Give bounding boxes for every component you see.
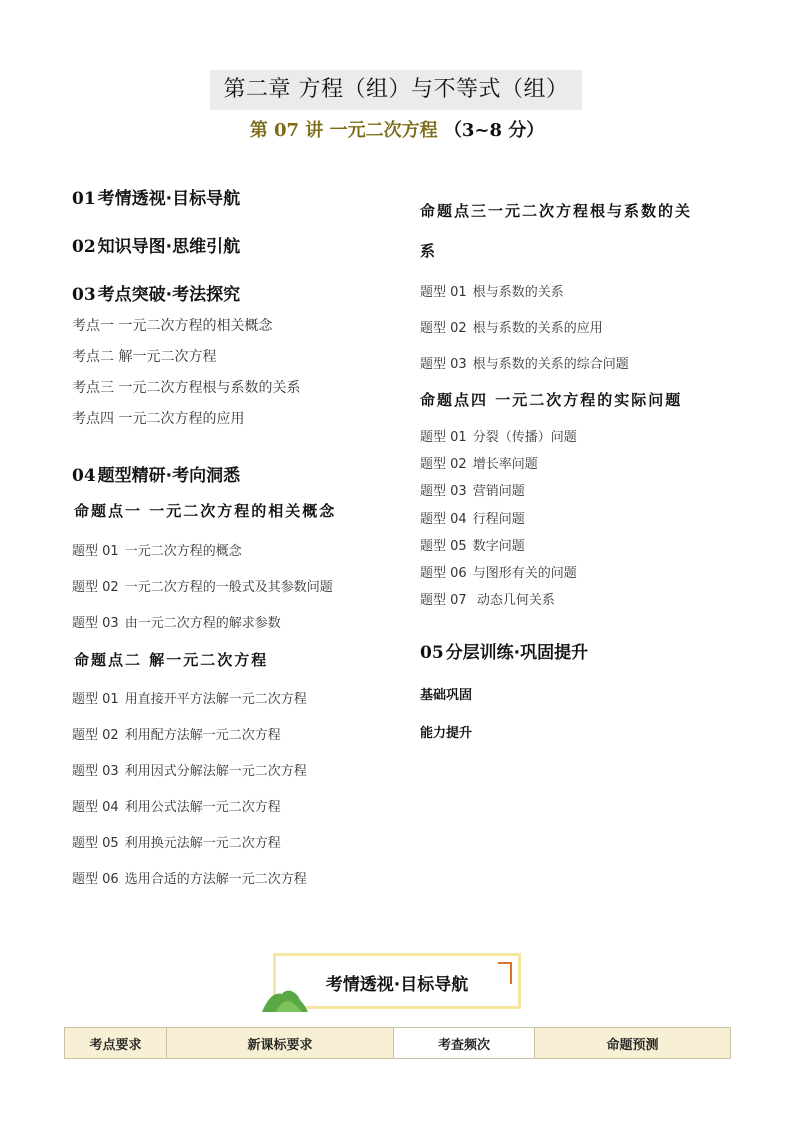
tixing-item[interactable]: 题型 01 一元二次方程的概念 xyxy=(72,544,242,559)
practice-advanced[interactable]: 能力提升 xyxy=(420,726,473,741)
section-label: 知识导图·思维引航 xyxy=(97,237,241,257)
kaodian-item[interactable]: 考点三 一元二次方程根与系数的关系 xyxy=(72,380,301,396)
section-banner xyxy=(273,953,521,1009)
lecture-score: （3~8 分） xyxy=(443,120,545,141)
mountain-icon xyxy=(262,988,308,1012)
tixing-item[interactable]: 题型 01 根与系数的关系 xyxy=(420,285,564,300)
section-label: 题型精研·考向洞悉 xyxy=(97,466,241,486)
tixing-item[interactable]: 题型 01 用直接开平方法解一元二次方程 xyxy=(72,692,307,707)
kaodian-item[interactable]: 考点二 解一元二次方程 xyxy=(72,349,217,365)
requirements-table xyxy=(64,1027,731,1059)
section-04[interactable] xyxy=(72,461,240,486)
kaodian-item[interactable]: 考点四 一元二次方程的应用 xyxy=(72,411,245,427)
section-number: 01 xyxy=(72,189,96,209)
point-heading-1[interactable]: 命题点一 一元二次方程的相关概念 xyxy=(74,502,337,520)
tixing-item[interactable]: 题型 06 与图形有关的问题 xyxy=(420,566,577,581)
point-heading-3[interactable]: 命题点三一元二次方程根与系数的关 xyxy=(420,202,693,220)
table-header-cell: 考查频次 xyxy=(394,1028,535,1059)
banner-title: 考情透视·目标导航 xyxy=(325,975,469,995)
lecture-name: 一元二次方程 xyxy=(329,120,438,141)
section-label: 考情透视·目标导航 xyxy=(97,189,241,209)
corner-accent-icon xyxy=(498,962,512,984)
tixing-item[interactable]: 题型 02 一元二次方程的一般式及其参数问题 xyxy=(72,580,333,595)
tixing-item[interactable]: 题型 03 利用因式分解法解一元二次方程 xyxy=(72,764,307,779)
tixing-item[interactable]: 题型 03 根与系数的关系的综合问题 xyxy=(420,357,629,372)
section-label: 考点突破·考法探究 xyxy=(97,285,241,305)
lecture-title xyxy=(0,118,794,144)
chapter-title: 第二章 方程（组）与不等式（组） xyxy=(210,70,582,110)
tixing-item[interactable]: 题型 01 分裂（传播）问题 xyxy=(420,430,577,445)
point-heading-2[interactable]: 命题点二 解一元二次方程 xyxy=(74,651,269,669)
tixing-item[interactable]: 题型 03 营销问题 xyxy=(420,484,525,499)
tixing-item[interactable]: 题型 02 根与系数的关系的应用 xyxy=(420,321,603,336)
tixing-item[interactable]: 题型 03 由一元二次方程的解求参数 xyxy=(72,616,281,631)
table-header-cell: 考点要求 xyxy=(65,1028,167,1059)
kaodian-item[interactable]: 考点一 一元二次方程的相关概念 xyxy=(72,318,273,334)
table-header-cell: 新课标要求 xyxy=(167,1028,394,1059)
tixing-item[interactable]: 题型 06 选用合适的方法解一元二次方程 xyxy=(72,872,307,887)
section-number: 04 xyxy=(72,466,96,486)
tixing-item[interactable]: 题型 02 利用配方法解一元二次方程 xyxy=(72,728,281,743)
table-header-cell: 命题预测 xyxy=(535,1028,731,1059)
tixing-item[interactable]: 题型 05 利用换元法解一元二次方程 xyxy=(72,836,281,851)
section-label: 分层训练·巩固提升 xyxy=(445,643,589,663)
tixing-item[interactable]: 题型 05 数字问题 xyxy=(420,539,525,554)
section-number: 03 xyxy=(72,285,96,305)
table-header-row xyxy=(65,1028,731,1059)
tixing-item[interactable]: 题型 07 动态几何关系 xyxy=(420,593,555,608)
tixing-item[interactable]: 题型 04 行程问题 xyxy=(420,512,525,527)
practice-basic[interactable]: 基础巩固 xyxy=(420,688,473,703)
section-number: 05 xyxy=(420,643,444,663)
tixing-item[interactable]: 题型 04 利用公式法解一元二次方程 xyxy=(72,800,281,815)
section-05[interactable] xyxy=(420,638,588,663)
point-heading-3-cont[interactable]: 系 xyxy=(420,242,438,260)
section-01[interactable] xyxy=(72,184,240,209)
lecture-number: 第 07 讲 xyxy=(249,120,324,141)
section-02[interactable] xyxy=(72,232,240,257)
section-03[interactable] xyxy=(72,280,240,305)
point-heading-4[interactable]: 命题点四 一元二次方程的实际问题 xyxy=(420,391,683,409)
section-number: 02 xyxy=(72,237,96,257)
tixing-item[interactable]: 题型 02 增长率问题 xyxy=(420,457,538,472)
